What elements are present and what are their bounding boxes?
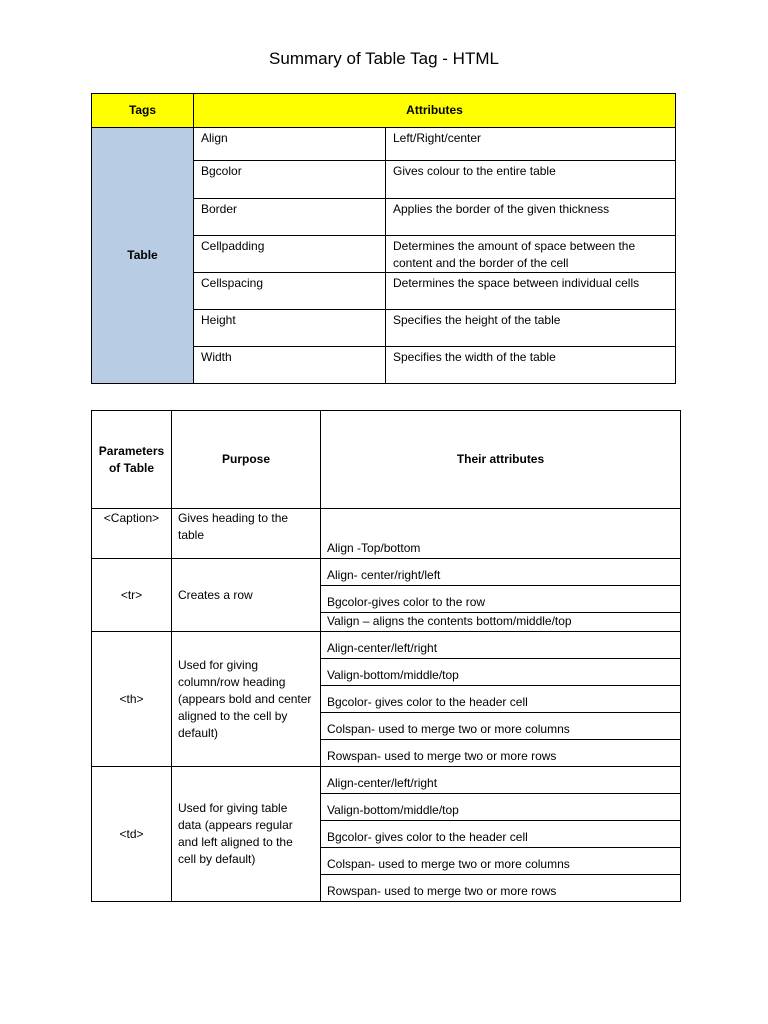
- attribute-item: Colspan- used to merge two or more columns: [321, 713, 681, 740]
- attribute-description: Gives colour to the entire table: [386, 161, 676, 199]
- attribute-description: Determines the amount of space between the content and the border of the cell: [386, 236, 676, 273]
- attribute-name: Bgcolor: [194, 161, 386, 199]
- attribute-item: Align- center/right/left: [321, 559, 681, 586]
- table-tag-attributes-table: [91, 93, 676, 384]
- table-row: [92, 509, 681, 559]
- attribute-description: Specifies the height of the table: [386, 310, 676, 347]
- attribute-name: Cellspacing: [194, 273, 386, 310]
- table-row: [92, 128, 676, 161]
- header-parameters: Parameters of Table: [92, 411, 172, 509]
- attribute-item: Align -Top/bottom: [321, 509, 681, 559]
- purpose-td: Used for giving table data (appears regular and left aligned to the cell by default): [172, 767, 321, 902]
- table-parameters-table: [91, 410, 681, 902]
- attribute-item: Bgcolor- gives color to the header cell: [321, 821, 681, 848]
- table-row: [92, 767, 681, 794]
- header-tags: Tags: [92, 94, 194, 128]
- attribute-item: Bgcolor- gives color to the header cell: [321, 686, 681, 713]
- param-td: <td>: [92, 767, 172, 902]
- attribute-name: Align: [194, 128, 386, 161]
- attribute-name: Height: [194, 310, 386, 347]
- table-row: [92, 632, 681, 659]
- param-tr: <tr>: [92, 559, 172, 632]
- purpose-th: Used for giving column/row heading (appears bold and center aligned to the cell by default): [172, 632, 321, 767]
- param-caption: <Caption>: [92, 509, 172, 559]
- attribute-item: Align-center/left/right: [321, 632, 681, 659]
- attribute-item: Rowspan- used to merge two or more rows: [321, 740, 681, 767]
- attribute-item: Align-center/left/right: [321, 767, 681, 794]
- attribute-item: Valign-bottom/middle/top: [321, 659, 681, 686]
- attribute-item: Colspan- used to merge two or more columns: [321, 848, 681, 875]
- param-th: <th>: [92, 632, 172, 767]
- table-header-row: [92, 411, 681, 509]
- attribute-description: Left/Right/center: [386, 128, 676, 161]
- document-title: Summary of Table Tag - HTML: [269, 49, 499, 68]
- attribute-description: Specifies the width of the table: [386, 347, 676, 384]
- tag-cell: Table: [92, 128, 194, 384]
- header-attributes: Attributes: [194, 94, 676, 128]
- attribute-item: Valign-bottom/middle/top: [321, 794, 681, 821]
- attribute-item: Bgcolor-gives color to the row: [321, 586, 681, 613]
- attribute-item: Valign – aligns the contents bottom/middle/top: [321, 613, 681, 632]
- header-their-attributes: Their attributes: [321, 411, 681, 509]
- attribute-description: Applies the border of the given thickness: [386, 199, 676, 236]
- header-purpose: Purpose: [172, 411, 321, 509]
- purpose-caption: Gives heading to the table: [172, 509, 321, 559]
- purpose-tr: Creates a row: [172, 559, 321, 632]
- attribute-name: Width: [194, 347, 386, 384]
- attribute-item: Rowspan- used to merge two or more rows: [321, 875, 681, 902]
- table-header-row: [92, 94, 676, 128]
- attribute-name: Border: [194, 199, 386, 236]
- attribute-name: Cellpadding: [194, 236, 386, 273]
- table-row: [92, 559, 681, 586]
- attribute-description: Determines the space between individual cells: [386, 273, 676, 310]
